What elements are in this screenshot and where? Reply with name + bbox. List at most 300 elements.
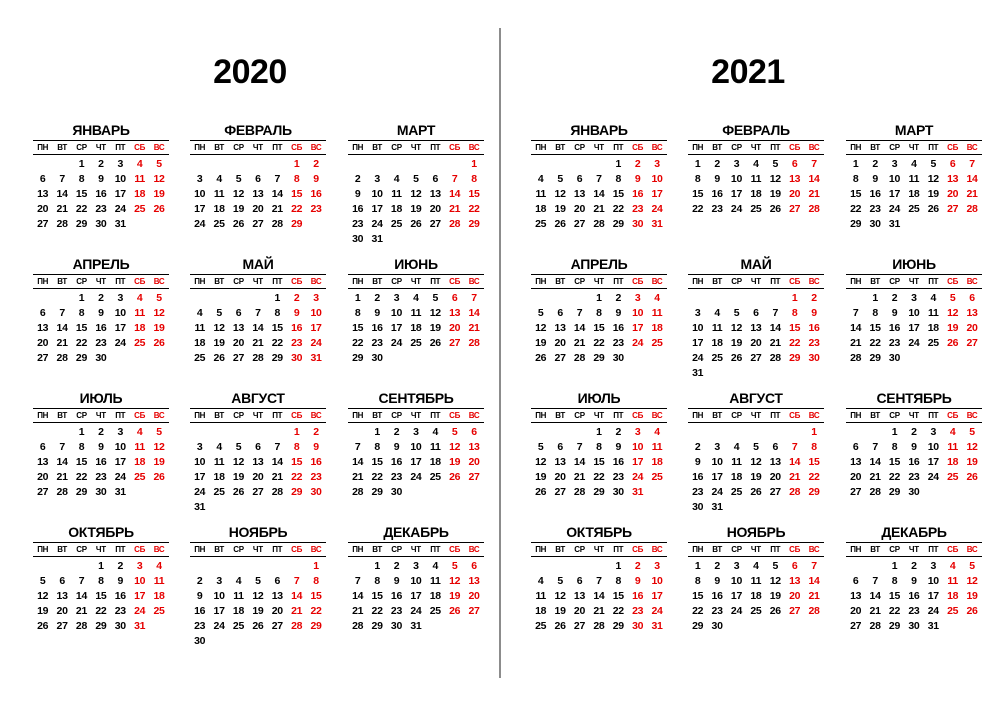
day-cell: 27	[750, 352, 762, 364]
day-cell: 16	[352, 203, 364, 215]
weekday-header: ВС	[149, 410, 168, 423]
day-cell: 23	[95, 337, 107, 349]
day-cell: 26	[750, 486, 762, 498]
day-cell: 28	[75, 620, 88, 632]
weekday-header: ВТ	[550, 142, 569, 155]
day-cell: 14	[808, 575, 820, 587]
day-cell: 20	[554, 337, 566, 349]
day-cell: 7	[274, 173, 281, 185]
day-cell: 4	[537, 575, 544, 587]
day-cell: 28	[869, 486, 881, 498]
day-cell: 7	[354, 575, 361, 587]
day-cell: 12	[730, 322, 743, 334]
weekday-header: ПН	[531, 276, 550, 289]
year-title: 2021	[711, 53, 785, 91]
day-cell: 8	[78, 173, 85, 185]
day-cell: 3	[733, 158, 740, 170]
day-cell: 3	[196, 173, 203, 185]
weekday-header: ПТ	[426, 276, 445, 289]
day-cell: 4	[911, 158, 917, 170]
weekday-header: ВТ	[52, 544, 71, 557]
weekday-header: СБ	[785, 410, 804, 423]
weekday-header: ВС	[647, 276, 666, 289]
day-cell: 29	[371, 620, 383, 632]
day-cell: 14	[56, 456, 68, 468]
day-cell: 2	[615, 292, 622, 304]
day-cell: 4	[216, 441, 222, 453]
day-cell: 12	[153, 307, 165, 319]
day-cell: 5	[969, 426, 975, 438]
day-cell: 16	[612, 322, 624, 334]
day-cell: 15	[271, 322, 283, 334]
weekday-header: СБ	[785, 544, 804, 557]
weekday-header: ПН	[190, 410, 209, 423]
day-cell: 11	[194, 322, 205, 334]
day-cell: 2	[117, 560, 124, 572]
day-cell: 2	[911, 426, 917, 438]
day-cell: 15	[593, 322, 605, 334]
day-cell: 22	[612, 203, 624, 215]
day-cell: 29	[291, 486, 303, 498]
month-name: ИЮЛЬ	[79, 390, 123, 406]
day-cell: 21	[271, 203, 283, 215]
day-cell: 4	[196, 307, 203, 319]
day-cell: 28	[56, 352, 68, 364]
day-cell: 30	[310, 486, 322, 498]
day-cell: 5	[451, 560, 458, 572]
day-cell: 6	[255, 173, 261, 185]
day-cell: 22	[291, 471, 303, 483]
day-cell: 19	[410, 203, 422, 215]
day-cell: 16	[95, 456, 107, 468]
day-cell: 31	[114, 486, 126, 498]
year-block-2021	[513, 0, 983, 706]
day-cell: 10	[692, 322, 704, 334]
day-cell: 9	[98, 173, 104, 185]
weekday-header: ЧТ	[248, 142, 267, 155]
day-cell: 6	[235, 307, 242, 319]
day-cell: 2	[354, 173, 361, 185]
weekday-header: ЧТ	[904, 410, 923, 423]
month-grid	[190, 274, 326, 366]
day-cell: 22	[789, 337, 801, 349]
day-cell: 9	[811, 307, 817, 319]
day-cell: 20	[850, 471, 862, 483]
day-cell: 30	[291, 352, 303, 364]
weekday-header: ПН	[33, 276, 52, 289]
month-calendar	[348, 390, 484, 500]
day-cell: 18	[410, 322, 422, 334]
weekday-header: СР	[72, 142, 91, 155]
day-cell: 22	[593, 337, 605, 349]
empty-cell	[190, 291, 209, 306]
day-cell: 6	[949, 158, 956, 170]
day-cell: 21	[56, 203, 68, 215]
day-cell: 1	[791, 292, 798, 304]
day-cell: 31	[310, 352, 322, 364]
day-cell: 10	[632, 441, 644, 453]
day-cell: 20	[449, 322, 461, 334]
weekday-header: ВТ	[707, 410, 726, 423]
day-cell: 26	[947, 337, 959, 349]
day-cell: 11	[928, 307, 939, 319]
weekday-header: СР	[387, 142, 406, 155]
day-cell: 23	[888, 337, 901, 349]
day-cell: 1	[596, 292, 602, 304]
day-cell: 17	[114, 322, 126, 334]
day-cell: 23	[310, 203, 322, 215]
day-cell: 12	[153, 441, 165, 453]
day-cell: 7	[59, 173, 65, 185]
month-calendar	[190, 390, 326, 515]
weekday-header: ВТ	[865, 142, 884, 155]
day-cell: 27	[850, 620, 862, 632]
day-cell: 1	[78, 158, 85, 170]
day-cell: 11	[711, 322, 723, 334]
day-cell: 12	[37, 590, 49, 602]
day-cell: 31	[651, 218, 663, 230]
day-cell: 29	[593, 352, 605, 364]
day-cell: 17	[114, 456, 126, 468]
day-cell: 2	[911, 560, 917, 572]
month-calendar	[688, 122, 824, 217]
day-cell: 24	[908, 337, 920, 349]
day-cell: 9	[911, 441, 917, 453]
weekday-header: СБ	[785, 142, 804, 155]
empty-cell	[550, 559, 569, 574]
day-cell: 1	[891, 560, 898, 572]
day-cell: 28	[449, 218, 461, 230]
weekday-header: ПН	[846, 410, 865, 423]
day-cell: 23	[632, 605, 644, 617]
weekday-header: ЧТ	[406, 544, 425, 557]
day-cell: 29	[75, 218, 88, 230]
day-cell: 16	[310, 456, 322, 468]
weekday-header: ЧТ	[91, 276, 110, 289]
day-cell: 10	[390, 307, 403, 319]
day-cell: 4	[930, 292, 937, 304]
day-cell: 26	[554, 620, 566, 632]
day-cell: 26	[153, 337, 165, 349]
day-cell: 21	[808, 188, 820, 200]
weekday-header: ЧТ	[248, 410, 267, 423]
day-cell: 7	[596, 575, 602, 587]
day-cell: 4	[136, 426, 143, 438]
day-cell: 3	[117, 426, 124, 438]
day-cell: 16	[808, 322, 820, 334]
day-cell: 3	[136, 560, 143, 572]
day-cell: 25	[390, 218, 403, 230]
day-cell: 26	[535, 486, 547, 498]
day-cell: 25	[232, 620, 245, 632]
day-cell: 20	[429, 203, 441, 215]
day-cell: 23	[612, 337, 624, 349]
day-cell: 31	[194, 501, 206, 513]
weekday-header: ПН	[348, 276, 367, 289]
day-cell: 25	[535, 620, 547, 632]
day-cell: 13	[468, 441, 480, 453]
weekday-header: ВТ	[209, 142, 228, 155]
day-cell: 26	[769, 605, 781, 617]
day-cell: 10	[410, 575, 422, 587]
day-cell: 14	[271, 456, 283, 468]
day-cell: 16	[908, 456, 920, 468]
day-cell: 5	[432, 292, 439, 304]
weekday-header: ПТ	[111, 544, 130, 557]
day-cell: 2	[196, 575, 203, 587]
weekday-header: ЧТ	[406, 142, 425, 155]
day-cell: 12	[429, 307, 441, 319]
month-name: ДЕКАБРЬ	[383, 524, 449, 540]
day-cell: 16	[692, 471, 704, 483]
day-cell: 15	[75, 188, 88, 200]
day-cell: 5	[772, 158, 779, 170]
day-cell: 14	[271, 188, 283, 200]
day-cell: 20	[468, 590, 480, 602]
day-cell: 31	[888, 218, 901, 230]
empty-cell	[589, 559, 608, 574]
day-cell: 22	[271, 337, 283, 349]
day-cell: 3	[891, 158, 898, 170]
day-cell: 14	[56, 322, 68, 334]
day-cell: 24	[114, 471, 126, 483]
day-cell: 10	[114, 173, 126, 185]
day-cell: 1	[293, 426, 300, 438]
weekday-header: СР	[229, 276, 248, 289]
day-cell: 6	[576, 575, 583, 587]
day-cell: 25	[947, 605, 959, 617]
empty-cell	[248, 157, 267, 172]
day-cell: 16	[888, 322, 901, 334]
empty-cell	[52, 291, 71, 306]
day-cell: 20	[947, 188, 959, 200]
weekday-header: ПН	[348, 544, 367, 557]
day-cell: 11	[213, 188, 225, 200]
day-cell: 28	[966, 203, 978, 215]
day-cell: 30	[390, 486, 403, 498]
day-cell: 9	[313, 173, 319, 185]
empty-cell	[52, 559, 71, 574]
weekday-header: ВС	[962, 544, 981, 557]
empty-cell	[209, 157, 228, 172]
day-cell: 13	[554, 456, 566, 468]
day-cell: 23	[711, 203, 723, 215]
day-cell: 1	[891, 426, 898, 438]
weekday-header: ПТ	[924, 410, 943, 423]
day-cell: 11	[535, 590, 546, 602]
month-calendar	[348, 122, 484, 247]
weekday-header: СБ	[287, 410, 306, 423]
day-cell: 11	[651, 307, 663, 319]
empty-cell	[589, 157, 608, 172]
day-cell: 26	[769, 203, 781, 215]
day-cell: 28	[56, 486, 68, 498]
day-cell: 29	[468, 218, 480, 230]
day-cell: 21	[850, 337, 862, 349]
weekday-header: СБ	[287, 544, 306, 557]
day-cell: 14	[789, 456, 801, 468]
day-cell: 29	[371, 486, 383, 498]
empty-cell	[865, 425, 884, 440]
day-cell: 17	[692, 337, 704, 349]
weekday-header: СБ	[943, 544, 962, 557]
weekday-header: ПН	[846, 276, 865, 289]
weekday-header: ЧТ	[746, 276, 765, 289]
day-cell: 29	[808, 486, 820, 498]
empty-cell	[348, 425, 367, 440]
day-cell: 24	[410, 471, 422, 483]
day-cell: 2	[98, 426, 104, 438]
day-cell: 10	[114, 307, 126, 319]
day-cell: 25	[134, 203, 146, 215]
day-cell: 25	[134, 337, 146, 349]
day-cell: 8	[872, 307, 878, 319]
day-cell: 28	[352, 486, 364, 498]
day-cell: 9	[911, 575, 917, 587]
month-grid	[348, 274, 484, 366]
weekday-header: ПТ	[268, 142, 287, 155]
day-cell: 22	[869, 337, 881, 349]
day-cell: 8	[891, 441, 898, 453]
empty-cell	[190, 559, 209, 574]
day-cell: 13	[850, 456, 862, 468]
weekday-header: ВС	[464, 142, 483, 155]
month-grid	[33, 408, 169, 500]
day-cell: 10	[371, 188, 383, 200]
day-cell: 11	[391, 188, 402, 200]
day-cell: 27	[573, 620, 586, 632]
day-cell: 29	[75, 486, 88, 498]
day-cell: 18	[947, 456, 959, 468]
day-cell: 20	[750, 337, 762, 349]
weekday-header: ПН	[688, 142, 707, 155]
day-cell: 27	[769, 486, 781, 498]
weekday-header: ПТ	[766, 276, 785, 289]
day-cell: 12	[232, 188, 245, 200]
empty-cell	[707, 291, 726, 306]
weekday-header: ПТ	[111, 276, 130, 289]
day-cell: 10	[134, 575, 146, 587]
day-cell: 26	[232, 486, 245, 498]
weekday-header: ЧТ	[248, 276, 267, 289]
day-cell: 21	[769, 337, 781, 349]
day-cell: 12	[449, 575, 461, 587]
empty-cell	[209, 559, 228, 574]
day-cell: 27	[37, 218, 49, 230]
day-cell: 21	[352, 605, 364, 617]
day-cell: 25	[153, 605, 165, 617]
day-cell: 7	[471, 292, 477, 304]
weekday-header: ВТ	[367, 142, 386, 155]
empty-cell	[688, 425, 707, 440]
day-cell: 9	[117, 575, 124, 587]
day-cell: 19	[535, 471, 547, 483]
month-name: СЕНТЯБРЬ	[378, 390, 454, 406]
day-cell: 10	[194, 456, 206, 468]
day-cell: 30	[869, 218, 881, 230]
day-cell: 23	[390, 471, 403, 483]
day-cell: 24	[711, 486, 723, 498]
day-cell: 30	[632, 620, 644, 632]
day-cell: 13	[37, 188, 49, 200]
day-cell: 7	[872, 575, 878, 587]
day-cell: 28	[271, 486, 283, 498]
day-cell: 16	[711, 590, 723, 602]
day-cell: 5	[772, 560, 779, 572]
day-cell: 24	[730, 203, 743, 215]
weekday-header: ВС	[464, 410, 483, 423]
day-cell: 2	[714, 560, 720, 572]
day-cell: 30	[612, 486, 624, 498]
day-cell: 2	[98, 292, 104, 304]
month-name: АВГУСТ	[729, 390, 783, 406]
day-cell: 4	[949, 426, 956, 438]
day-cell: 11	[947, 441, 958, 453]
weekday-header: ПТ	[268, 410, 287, 423]
month-name: АПРЕЛЬ	[72, 256, 130, 272]
day-cell: 30	[390, 620, 403, 632]
weekday-header: ВС	[647, 142, 666, 155]
day-cell: 21	[966, 188, 978, 200]
day-cell: 17	[410, 590, 422, 602]
day-cell: 19	[730, 337, 743, 349]
day-cell: 14	[352, 456, 364, 468]
day-cell: 20	[232, 337, 245, 349]
day-cell: 10	[711, 456, 723, 468]
day-cell: 19	[449, 590, 461, 602]
weekday-header: СР	[885, 276, 904, 289]
weekday-header: ПН	[846, 544, 865, 557]
weekday-header: ВС	[306, 410, 325, 423]
day-cell: 1	[274, 292, 281, 304]
day-cell: 6	[772, 441, 779, 453]
month-grid	[190, 140, 326, 232]
day-cell: 26	[554, 218, 566, 230]
day-cell: 12	[213, 322, 225, 334]
weekday-header: ВС	[804, 410, 823, 423]
weekday-header: СБ	[445, 276, 464, 289]
day-cell: 23	[371, 337, 383, 349]
day-cell: 6	[852, 575, 859, 587]
day-cell: 13	[554, 322, 566, 334]
day-cell: 11	[908, 173, 920, 185]
day-cell: 14	[769, 322, 781, 334]
day-cell: 22	[888, 605, 901, 617]
day-cell: 24	[927, 605, 939, 617]
day-cell: 22	[95, 605, 107, 617]
day-cell: 8	[615, 173, 622, 185]
day-cell: 22	[808, 471, 820, 483]
day-cell: 25	[134, 471, 146, 483]
month-name: ФЕВРАЛЬ	[722, 122, 790, 138]
month-name: НОЯБРЬ	[726, 524, 786, 540]
weekday-header: СБ	[943, 410, 962, 423]
weekday-header: СБ	[130, 544, 149, 557]
weekday-header: ПТ	[426, 410, 445, 423]
empty-cell	[766, 291, 785, 306]
month-grid	[33, 274, 169, 366]
day-cell: 7	[969, 158, 975, 170]
day-cell: 25	[730, 486, 743, 498]
day-cell: 30	[888, 352, 901, 364]
day-cell: 23	[95, 203, 107, 215]
day-cell: 2	[694, 441, 701, 453]
day-cell: 21	[352, 471, 364, 483]
day-cell: 7	[293, 575, 300, 587]
month-grid	[348, 408, 484, 500]
day-cell: 25	[947, 471, 959, 483]
month-grid	[846, 408, 982, 500]
